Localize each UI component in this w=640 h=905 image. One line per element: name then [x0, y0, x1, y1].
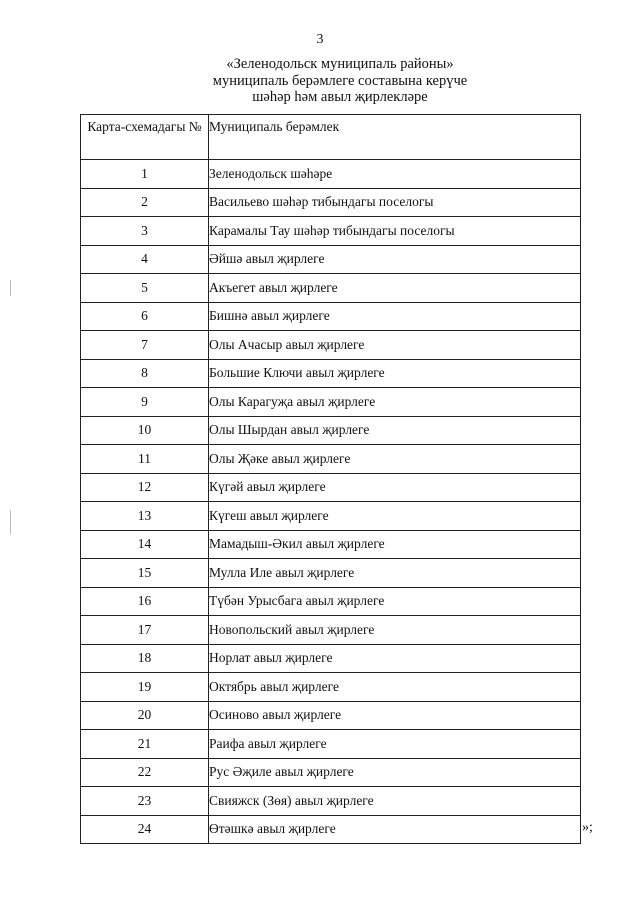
table-row	[81, 274, 581, 303]
closing-quote-mark: »;	[582, 820, 593, 835]
row-number-cell: 15	[81, 559, 209, 588]
table-header-row	[81, 115, 581, 160]
table-row	[81, 388, 581, 417]
municipal-unit-name-cell: Норлат авыл җирлеге	[209, 644, 581, 673]
table-row	[81, 815, 581, 844]
row-number-cell: 20	[81, 701, 209, 730]
municipal-unit-name-cell: Әйшә авыл җирлеге	[209, 245, 581, 274]
row-number-cell: 13	[81, 502, 209, 531]
table-row	[81, 616, 581, 645]
municipal-unit-name-cell: Олы Карагуҗа авыл җирлеге	[209, 388, 581, 417]
row-number-cell: 17	[81, 616, 209, 645]
row-number-cell: 12	[81, 473, 209, 502]
row-number-cell: 19	[81, 673, 209, 702]
title-line-3: шәһәр һәм авыл җирлекләре	[252, 89, 428, 105]
table-row	[81, 245, 581, 274]
row-number-cell: 11	[81, 445, 209, 474]
row-number-cell: 7	[81, 331, 209, 360]
row-number-cell: 16	[81, 587, 209, 616]
table-row	[81, 416, 581, 445]
row-number-cell: 24	[81, 815, 209, 844]
row-number-cell: 1	[81, 160, 209, 189]
table-row	[81, 701, 581, 730]
table-row	[81, 644, 581, 673]
municipal-unit-name-cell: Акъегет авыл җирлеге	[209, 274, 581, 303]
table-row	[81, 160, 581, 189]
municipal-unit-name-cell: Бишнә авыл җирлеге	[209, 302, 581, 331]
table-row	[81, 673, 581, 702]
table-row	[81, 530, 581, 559]
row-number-cell: 14	[81, 530, 209, 559]
municipal-unit-name-cell: Большие Ключи авыл җирлеге	[209, 359, 581, 388]
table-row	[81, 302, 581, 331]
title-line-1: «Зеленодольск муниципаль районы»	[226, 56, 454, 72]
map-number-header: Карта-схемадагы №	[81, 115, 209, 160]
municipal-unit-name-cell: Зеленодольск шәһәре	[209, 160, 581, 189]
municipal-unit-name-cell: Күгеш авыл җирлеге	[209, 502, 581, 531]
municipal-unit-name-cell: Раифа авыл җирлеге	[209, 730, 581, 759]
municipal-unit-name-cell: Карамалы Тау шәһәр тибындагы поселогы	[209, 217, 581, 246]
municipal-unit-name-cell: Свияжск (Зөя) авыл җирлеге	[209, 787, 581, 816]
scan-artifact	[10, 510, 11, 534]
table-row	[81, 559, 581, 588]
table-row	[81, 217, 581, 246]
row-number-cell: 5	[81, 274, 209, 303]
municipal-unit-header: Муниципаль берәмлек	[209, 115, 581, 160]
municipal-units-table	[80, 114, 581, 844]
table-body	[81, 160, 581, 844]
row-number-cell: 2	[81, 188, 209, 217]
table-row	[81, 359, 581, 388]
municipal-unit-name-cell: Мулла Иле авыл җирлеге	[209, 559, 581, 588]
table-row	[81, 787, 581, 816]
municipal-unit-name-cell: Новопольский авыл җирлеге	[209, 616, 581, 645]
municipal-unit-name-cell: Осиново авыл җирлеге	[209, 701, 581, 730]
municipal-unit-name-cell: Мамадыш-Әкил авыл җирлеге	[209, 530, 581, 559]
row-number-cell: 18	[81, 644, 209, 673]
row-number-cell: 8	[81, 359, 209, 388]
municipal-unit-name-cell: Октябрь авыл җирлеге	[209, 673, 581, 702]
row-number-cell: 3	[81, 217, 209, 246]
municipal-unit-name-cell: Васильево шәһәр тибындагы поселогы	[209, 188, 581, 217]
document-title	[150, 56, 530, 106]
municipal-unit-name-cell: Олы Җәке авыл җирлеге	[209, 445, 581, 474]
table-row	[81, 445, 581, 474]
title-line-2: муниципаль берәмлеге составына керүче	[212, 72, 468, 89]
table-row	[81, 473, 581, 502]
municipal-unit-name-cell: Күгәй авыл җирлеге	[209, 473, 581, 502]
municipal-unit-name-cell: Өтәшкә авыл җирлеге	[209, 815, 581, 844]
table-row	[81, 730, 581, 759]
municipal-unit-name-cell: Түбән Урысбага авыл җирлеге	[209, 587, 581, 616]
row-number-cell: 21	[81, 730, 209, 759]
table-row	[81, 502, 581, 531]
page-number: 3	[316, 32, 324, 47]
table-row	[81, 758, 581, 787]
table-row	[81, 587, 581, 616]
scan-artifact	[10, 280, 11, 296]
table-row	[81, 331, 581, 360]
row-number-cell: 6	[81, 302, 209, 331]
municipal-unit-name-cell: Олы Шырдан авыл җирлеге	[209, 416, 581, 445]
row-number-cell: 22	[81, 758, 209, 787]
row-number-cell: 9	[81, 388, 209, 417]
municipal-unit-name-cell: Олы Ачасыр авыл җирлеге	[209, 331, 581, 360]
municipal-unit-name-cell: Рус Әҗиле авыл җирлеге	[209, 758, 581, 787]
row-number-cell: 10	[81, 416, 209, 445]
row-number-cell: 23	[81, 787, 209, 816]
table-row	[81, 188, 581, 217]
row-number-cell: 4	[81, 245, 209, 274]
